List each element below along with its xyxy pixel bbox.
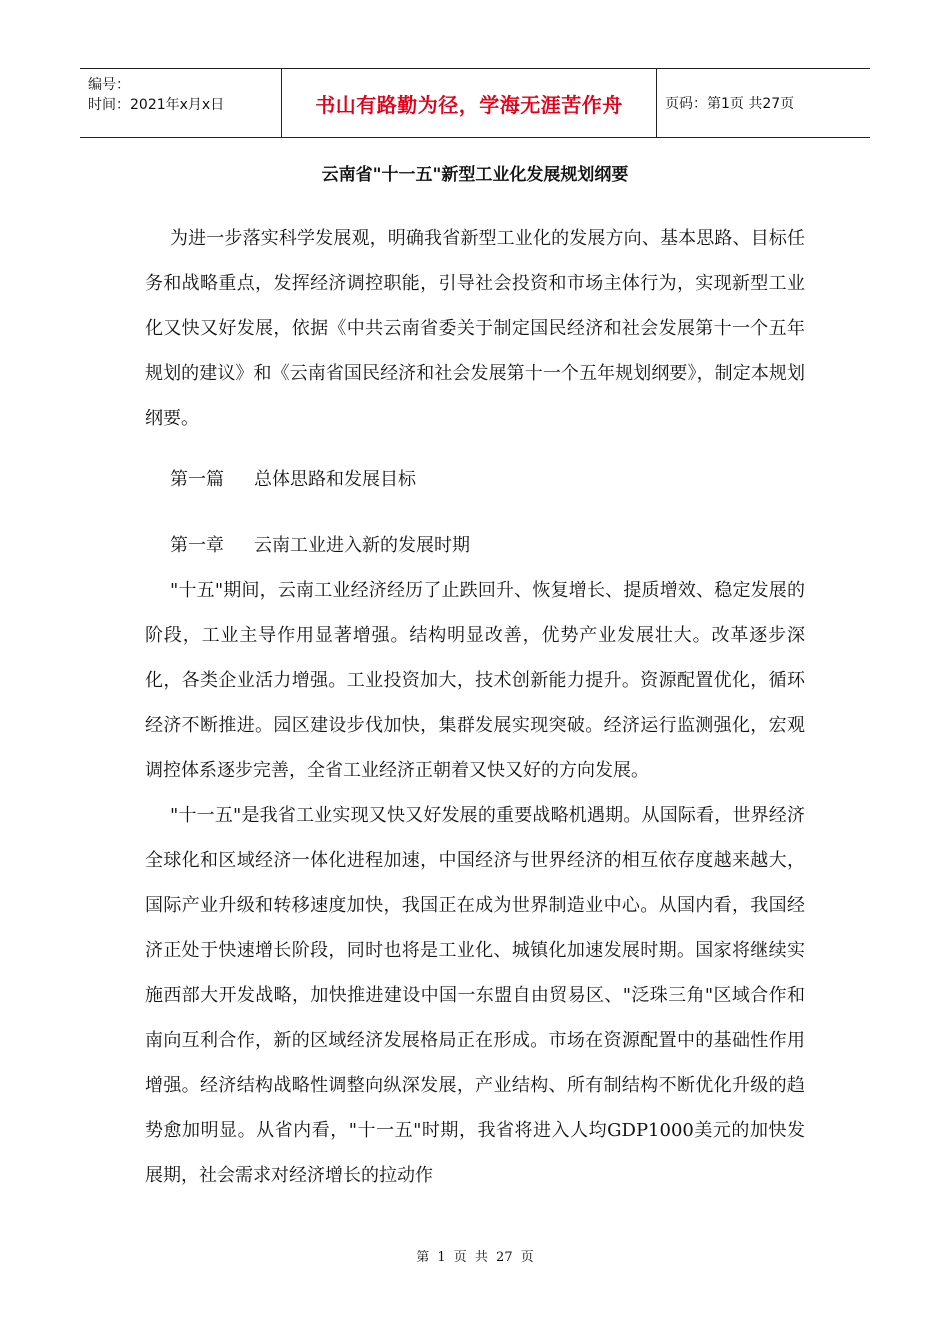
page-footer: 第 1 页 共 27 页 (416, 1250, 534, 1265)
document-title: 云南省"十一五"新型工业化发展规划纲要 (321, 165, 629, 185)
header-motto-cell (281, 69, 657, 137)
page-header (80, 68, 870, 138)
date-label: 时间：2021年x月x日 (88, 97, 225, 113)
intro-paragraph: 为进一步落实科学发展观，明确我省新型工业化的发展方向、基本思路、目标任务和战略重点，发挥经济调控职能，引导社会投资和市场主体行为，实现新型工业化又快又好发展，依据《中共云南省委关于制定国民经济和社会发展第十一个五年规划的建议》和《云南省国民经济和社会发展第十一个五年规划纲要》，制定本规划纲要。 (145, 228, 805, 429)
part-title: 总体思路和发展目标 (254, 469, 416, 490)
chapter-label: 第一章 (170, 535, 224, 556)
body-paragraph-1: "十五"期间，云南工业经济经历了止跌回升、恢复增长、提质增效、稳定发展的阶段，工业主导作用显著增强。结构明显改善，优势产业发展壮大。改革逐步深化，各类企业活力增强。工业投资加大，技术创新能力提升。资源配置优化，循环经济不断推进。园区建设步伐加快，集群发展实现突破。经济运行监测强化，宏观调控体系逐步完善，全省工业经济正朝着又快又好的方向发展。 (145, 580, 805, 781)
number-label: 编号： (88, 77, 130, 93)
part-label: 第一篇 (170, 469, 224, 490)
part-heading (170, 466, 416, 494)
body-paragraph-2: "十一五"是我省工业实现又快又好发展的重要战略机遇期。从国际看，世界经济全球化和区域经济一体化进程加速，中国经济与世界经济的相互依存度越来越大，国际产业升级和转移速度加快，我国正在成为世界制造业中心。从国内看，我国经济正处于快速增长阶段，同时也将是工业化、城镇化加速发展时期。国家将继续实施西部大开发战略，加快推进建设中国一东盟自由贸易区、"泛珠三角"区域合作和南向互利合作，新的区域经济发展格局正在形成。市场在资源配置中的基础性作用增强。经济结构战略性调整向纵深发展，产业结构、所有制结构不断优化升级的趋势愈加明显。从省内看，"十一五"时期，我省将进入人均GDP1000美元的加快发展期，社会需求对经济增长的拉动作 (145, 805, 805, 1186)
header-left-cell (80, 69, 281, 137)
page-info: 页码：第1页 共27页 (665, 96, 795, 112)
chapter-heading (170, 532, 470, 560)
chapter-title: 云南工业进入新的发展时期 (254, 535, 470, 556)
motto-text: 书山有路勤为径，学海无涯苦作舟 (315, 92, 623, 117)
header-page-cell (657, 69, 870, 137)
